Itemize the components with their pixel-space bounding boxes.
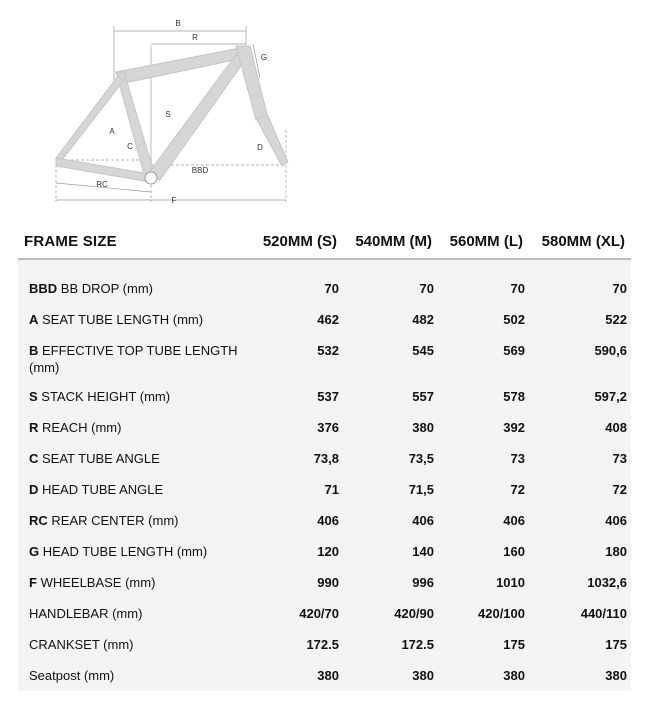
row-code: F [29, 575, 37, 590]
row-label [18, 474, 246, 505]
row-label [18, 335, 246, 381]
cell-value: 70 [438, 273, 529, 304]
row-label [18, 629, 246, 660]
label-d: D [257, 143, 263, 152]
cell-value: 502 [438, 304, 529, 335]
row-name: WHEELBASE (mm) [36, 575, 156, 590]
row-name: Seatpost (mm) [29, 668, 115, 683]
fork [256, 116, 288, 166]
seat-stay [56, 76, 124, 160]
row-name: EFFECTIVE TOP TUBE LENGTH (mm) [29, 343, 238, 375]
row-code: RC [29, 513, 48, 528]
cell-value: 590,6 [529, 335, 631, 381]
cell-value: 380 [438, 660, 529, 691]
cell-value: 420/100 [438, 598, 529, 629]
table-row [18, 412, 631, 443]
cell-value: 72 [529, 474, 631, 505]
cell-value: 482 [343, 304, 438, 335]
table-header-row [18, 224, 631, 259]
row-code: D [29, 482, 39, 497]
table-spacer [18, 259, 631, 273]
table-row [18, 505, 631, 536]
row-label [18, 598, 246, 629]
row-name: SEAT TUBE ANGLE [38, 451, 160, 466]
cell-value: 70 [343, 273, 438, 304]
row-name: STACK HEIGHT (mm) [37, 389, 171, 404]
row-name: SEAT TUBE LENGTH (mm) [38, 312, 204, 327]
row-label [18, 412, 246, 443]
cell-value: 406 [246, 505, 343, 536]
cell-value: 73 [529, 443, 631, 474]
geometry-table [18, 224, 631, 691]
label-rc: RC [96, 180, 108, 189]
header-size-xl: 580MM (XL) [529, 224, 631, 259]
cell-value: 71 [246, 474, 343, 505]
cell-value: 420/90 [343, 598, 438, 629]
cell-value: 175 [438, 629, 529, 660]
label-r: R [192, 33, 198, 42]
cell-value: 380 [246, 660, 343, 691]
cell-value: 990 [246, 567, 343, 598]
label-s: S [165, 110, 171, 119]
seat-tube [116, 72, 155, 178]
cell-value: 1010 [438, 567, 529, 598]
table-row [18, 598, 631, 629]
row-name: CRANKSET (mm) [29, 637, 134, 652]
row-label [18, 304, 246, 335]
cell-value: 73,8 [246, 443, 343, 474]
table-row [18, 660, 631, 691]
header-size-s: 520MM (S) [246, 224, 343, 259]
table-row [18, 443, 631, 474]
cell-value: 996 [343, 567, 438, 598]
cell-value: 462 [246, 304, 343, 335]
row-label [18, 505, 246, 536]
table-row [18, 629, 631, 660]
row-label [18, 536, 246, 567]
header-frame-size: FRAME SIZE [18, 224, 246, 259]
cell-value: 406 [438, 505, 529, 536]
cell-value: 70 [529, 273, 631, 304]
cell-value: 578 [438, 381, 529, 412]
cell-value: 172.5 [246, 629, 343, 660]
row-label [18, 567, 246, 598]
cell-value: 140 [343, 536, 438, 567]
label-b: B [175, 19, 181, 28]
cell-value: 545 [343, 335, 438, 381]
label-g: G [260, 53, 268, 62]
table-row [18, 273, 631, 304]
cell-value: 380 [343, 412, 438, 443]
cell-value: 175 [529, 629, 631, 660]
table-row [18, 335, 631, 381]
cell-value: 120 [246, 536, 343, 567]
table-row [18, 381, 631, 412]
row-code: B [29, 343, 39, 358]
row-label [18, 443, 246, 474]
cell-value: 406 [529, 505, 631, 536]
cell-value: 71,5 [343, 474, 438, 505]
label-a: A [109, 127, 115, 136]
row-name: HANDLEBAR (mm) [29, 606, 143, 621]
row-label [18, 273, 246, 304]
row-code: BBD [29, 281, 58, 296]
row-code: R [29, 420, 39, 435]
row-name: BB DROP (mm) [57, 281, 153, 296]
label-c: C [127, 142, 133, 151]
row-label [18, 660, 246, 691]
cell-value: 408 [529, 412, 631, 443]
cell-value: 440/110 [529, 598, 631, 629]
cell-value: 73,5 [343, 443, 438, 474]
table-row [18, 474, 631, 505]
row-code: S [29, 389, 38, 404]
row-name: REAR CENTER (mm) [47, 513, 179, 528]
cell-value: 420/70 [246, 598, 343, 629]
cell-value: 406 [343, 505, 438, 536]
cell-value: 522 [529, 304, 631, 335]
cell-value: 160 [438, 536, 529, 567]
row-code: A [29, 312, 39, 327]
cell-value: 180 [529, 536, 631, 567]
table-row [18, 536, 631, 567]
label-bbd: BBD [191, 166, 209, 175]
row-code: C [29, 451, 39, 466]
cell-value: 392 [438, 412, 529, 443]
bottom-bracket [145, 172, 157, 184]
row-code: G [29, 544, 40, 559]
label-f: F [171, 196, 177, 205]
frame-geometry-svg [38, 10, 298, 210]
row-label [18, 381, 246, 412]
header-size-m: 540MM (M) [343, 224, 438, 259]
frame-geometry-diagram [38, 10, 298, 210]
cell-value: 597,2 [529, 381, 631, 412]
cell-value: 380 [343, 660, 438, 691]
row-name: HEAD TUBE ANGLE [38, 482, 164, 497]
cell-value: 70 [246, 273, 343, 304]
cell-value: 376 [246, 412, 343, 443]
cell-value: 72 [438, 474, 529, 505]
table-row [18, 304, 631, 335]
row-name: HEAD TUBE LENGTH (mm) [39, 544, 208, 559]
cell-value: 532 [246, 335, 343, 381]
cell-value: 73 [438, 443, 529, 474]
cell-value: 380 [529, 660, 631, 691]
chain-stay [56, 158, 150, 182]
cell-value: 172.5 [343, 629, 438, 660]
table-row [18, 567, 631, 598]
cell-value: 1032,6 [529, 567, 631, 598]
cell-value: 557 [343, 381, 438, 412]
row-name: REACH (mm) [38, 420, 122, 435]
header-size-l: 560MM (L) [438, 224, 529, 259]
cell-value: 537 [246, 381, 343, 412]
table-body [18, 273, 631, 691]
cell-value: 569 [438, 335, 529, 381]
